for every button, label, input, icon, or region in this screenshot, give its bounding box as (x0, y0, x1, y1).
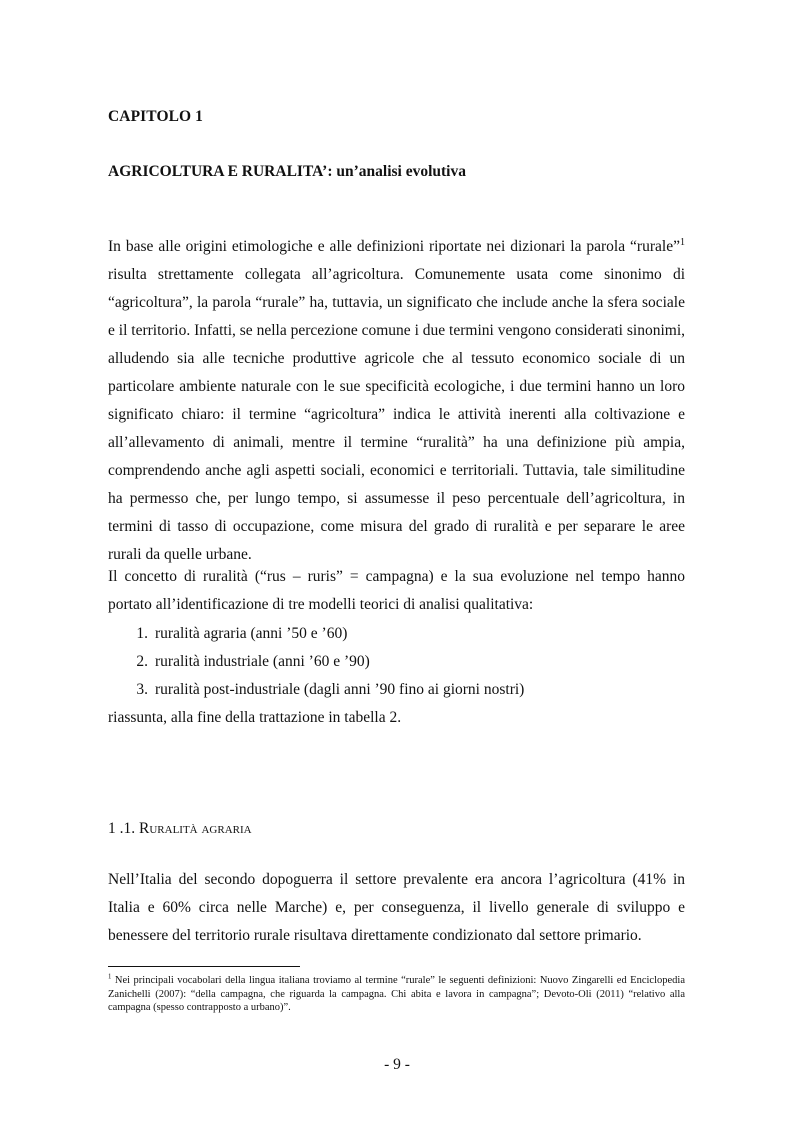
rurality-models-list (108, 620, 685, 704)
section-heading (108, 820, 252, 838)
paragraph-summary (108, 704, 685, 732)
list-item-text: ruralità post-industriale (dagli anni ’90 fino ai giorni nostri) (155, 681, 525, 698)
chapter-title: CAPITOLO 1 (108, 108, 204, 125)
paragraph-intro-text-a: In base alle origini etimologiche e alle definizioni riportate nei dizionari la parola “rurale” (108, 238, 680, 255)
footnote (108, 974, 685, 1015)
paragraph-intro-text-b: risulta strettamente collegata all’agricoltura. Comunemente usata come sinonimo di “agricoltura”, la parola “rurale” ha, tuttavia, un significato che include anche la sfera sociale e il territorio. Infatti, se nella percezione comune i due termini vengono considerati sinonimi, alludendo sia alle tecniche produttive agricole che al tessuto economico sociale di un particolare ambiente naturale con le sue specificità ecologiche, i due termini hanno un loro significato chiaro: il termine “agricoltura” indica le attività inerenti alla coltivazione e all’allevamento di animali, mentre il termine “ruralità” ha una definizione più ampia, comprendendo anche agli aspetti sociali, economici e territoriali. Tuttavia, tale similitudine ha permesso che, per lungo tempo, si assumesse il peso percentuale dell’agricoltura, in termini di tasso di occupazione, come misura del grado di ruralità e per separare le aree rurali da quelle urbane. (108, 266, 685, 563)
footnote-reference[interactable]: 1 (679, 236, 685, 248)
paragraph-concept (108, 563, 685, 619)
footnote-separator (108, 966, 300, 967)
list-item (108, 620, 685, 648)
footnote-number: 1 (108, 973, 112, 981)
list-item (108, 676, 685, 704)
list-item-text: ruralità industriale (anni ’60 e ’90) (155, 653, 370, 670)
paragraph-postwar-text: Nell’Italia del secondo dopoguerra il settore prevalente era ancora l’agricoltura (41% in Italia e 60% circa nelle Marche) e, per conseguenza, il livello generale di sviluppo e benessere del territorio rurale risultava direttamente condizionato dal settore primario. (108, 871, 685, 944)
paragraph-summary-text: riassunta, alla fine della trattazione in tabella 2. (108, 709, 402, 726)
paragraph-concept-text: Il concetto di ruralità (“rus – ruris” = campagna) e la sua evoluzione nel tempo hanno portato all’identificazione di tre modelli teorici di analisi qualitativa: (108, 568, 685, 613)
chapter-subtitle: AGRICOLTURA E RURALITA’: un’analisi evolutiva (108, 163, 466, 180)
list-item-number: 2. (136, 653, 148, 670)
paragraph-postwar (108, 866, 685, 950)
list-item-number: 1. (136, 625, 148, 642)
list-item (108, 648, 685, 676)
page-number: - 9 - (384, 1056, 410, 1073)
list-item-number: 3. (136, 681, 148, 698)
footnote-text: Nei principali vocabolari della lingua italiana troviamo al termine “rurale” le seguenti definizioni: Nuovo Zingarelli ed Enciclopedia Zanichelli (2007): “della campagna, che riguarda la campagna. Chi abita e lavora in campagna”; Devoto-Oli (2011) “relativo alla campagna (spesso contrapposto a urbano)”. (108, 975, 685, 1013)
list-item-text: ruralità agraria (anni ’50 e ’60) (155, 625, 348, 642)
section-title: Ruralità agraria (139, 820, 252, 837)
paragraph-intro (108, 233, 685, 569)
section-number: 1 .1. (108, 820, 139, 837)
